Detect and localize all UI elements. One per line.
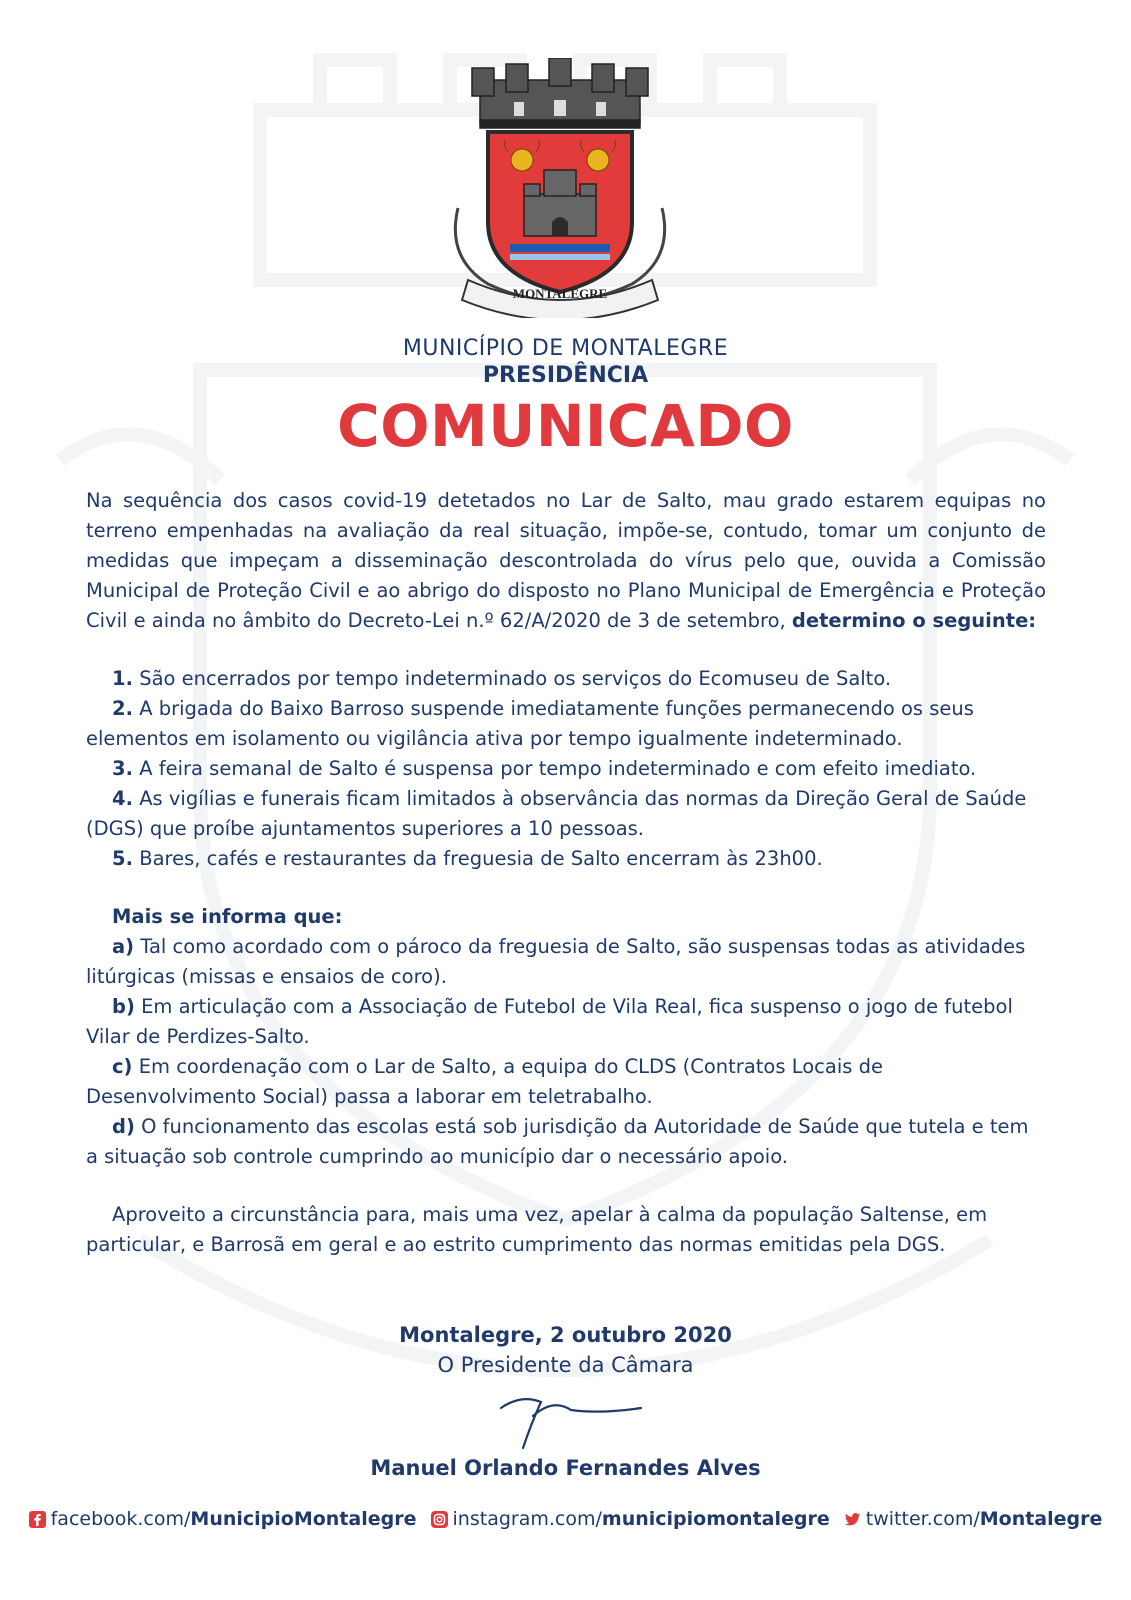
coat-of-arms xyxy=(440,58,680,318)
signer-name: Manuel Orlando Fernandes Alves xyxy=(370,1456,761,1480)
list-item: 2. A brigada do Baixo Barroso suspende imediatamente funções permanecendo os seus elementos em isolamento ou vigilância ativa por tempo igualmente indeterminado. xyxy=(86,697,974,750)
intro-emphasis: determino o seguinte: xyxy=(791,609,1037,632)
document-header xyxy=(0,335,1131,389)
instagram-link[interactable]: instagram.com/ municipiomontalegre xyxy=(431,1508,830,1530)
list-item: d) O funcionamento das escolas está sob jurisdição da Autoridade de Saúde que tutela e tem a situação sob controle cumprindo ao município dar o necessário apoio. xyxy=(86,1115,1029,1168)
document-title: COMUNICADO xyxy=(337,392,794,460)
list-item: 1. São encerrados por tempo indeterminado os serviços do Ecomuseu de Salto. xyxy=(112,667,892,690)
facebook-icon xyxy=(29,1511,46,1528)
crest-motto: MONTALEGRE xyxy=(512,286,608,301)
document-body xyxy=(86,486,1046,1280)
intro-paragraph xyxy=(86,486,1046,636)
municipality-name: MUNICÍPIO DE MONTALEGRE xyxy=(402,336,729,361)
signer-role: O Presidente da Câmara xyxy=(437,1353,694,1377)
closing-paragraph: Aproveito a circunstância para, mais uma vez, apelar à calma da população Saltense, em particular, e Barrosã em geral e ao estrito cumprimento das normas emitidas pela DGS. xyxy=(86,1203,988,1256)
list-item: 5. Bares, cafés e restaurantes da freguesia de Salto encerram às 23h00. xyxy=(112,847,823,870)
list-item: a) Tal como acordado com o pároco da freguesia de Salto, são suspensas todas as atividades litúrgicas (missas e ensaios de coro). xyxy=(86,935,1026,988)
info-heading: Mais se informa que: xyxy=(112,905,343,928)
instagram-icon xyxy=(431,1511,448,1528)
signature-block xyxy=(0,1320,1131,1480)
facebook-link[interactable]: facebook.com/ MunicipioMontalegre xyxy=(29,1508,417,1530)
list-item: c) Em coordenação com o Lar de Salto, a equipa do CLDS (Contratos Locais de Desenvolvimento Social) passa a laborar em teletrabalho. xyxy=(86,1055,883,1108)
twitter-link[interactable]: twitter.com/ Montalegre xyxy=(844,1508,1103,1530)
list-item: 4. As vigílias e funerais ficam limitados à observância das normas da Direção Geral de Saúde (DGS) que proíbe ajuntamentos superiores a 10 pessoas. xyxy=(86,787,1027,840)
social-footer xyxy=(0,1508,1131,1533)
measures-list xyxy=(86,664,1046,874)
twitter-icon xyxy=(844,1511,861,1528)
list-item: b) Em articulação com a Associação de Futebol de Vila Real, fica suspenso o jogo de futebol Vilar de Perdizes-Salto. xyxy=(86,995,1013,1048)
handwritten-signature xyxy=(481,1386,651,1456)
list-item: 3. A feira semanal de Salto é suspensa por tempo indeterminado e com efeito imediato. xyxy=(112,757,977,780)
place-date: Montalegre, 2 outubro 2020 xyxy=(399,1323,732,1347)
intro-text: Na sequência dos casos covid-19 detetados no Lar de Salto, mau grado estarem equipas no terreno empenhadas na avaliação da real situação, impõe-se, contudo, tomar um conjunto de medidas que impeçam a disseminação descontrolada do vírus pelo que, ouvida a Comissão Municipal de Proteção Civil e ao abrigo do disposto no Plano Municipal de Emergência e Proteção Civil e ainda no âmbito do Decreto-Lei n.º 62/A/2020 de 3 de setembro, xyxy=(86,489,1046,632)
info-section xyxy=(86,902,1046,1172)
office-name: PRESIDÊNCIA xyxy=(482,363,649,388)
